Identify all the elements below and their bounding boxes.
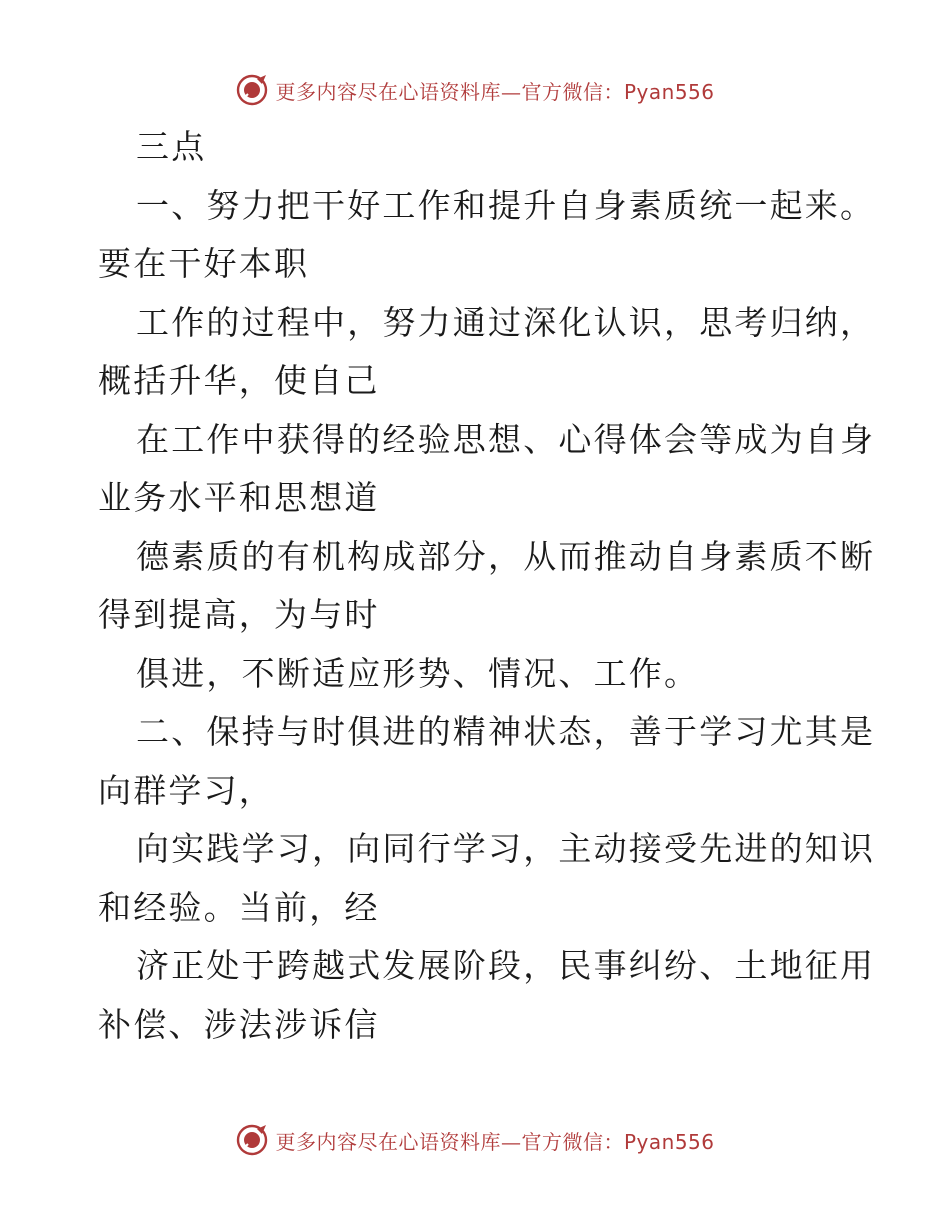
- footer-banner: [0, 1120, 950, 1160]
- footer-banner-text: [275, 1126, 714, 1155]
- body-line: 向实践学习，向同行学习，主动接受先进的知识: [136, 829, 876, 868]
- body-line: 俱进，不断适应形势、情况、工作。: [136, 653, 700, 693]
- header-banner-wechat-id: Pyan556: [623, 79, 715, 104]
- header-banner-cn: 更多内容尽在心语资料库—官方微信：: [275, 79, 624, 104]
- body-line: 济正处于跨越式发展阶段，民事纠纷、土地征用: [136, 946, 876, 985]
- footer-banner-wechat-id: Pyan556: [623, 1129, 715, 1154]
- body-line: 得到提高，为与时: [98, 595, 380, 634]
- body-line: 一、努力把干好工作和提升自身素质统一起来。: [136, 185, 876, 225]
- body-line: 二、保持与时俱进的精神状态，善于学习尤其是: [136, 712, 876, 751]
- body-line: 概括升华，使自己: [98, 361, 380, 400]
- document-body: [98, 118, 876, 1054]
- body-line: 和经验。当前，经: [98, 887, 380, 927]
- body-line: 要在干好本职: [98, 244, 310, 283]
- footer-banner-cn: 更多内容尽在心语资料库—官方微信：: [275, 1129, 624, 1154]
- body-line: 三点: [136, 127, 207, 166]
- body-line: 德素质的有机构成部分，从而推动自身素质不断: [136, 536, 876, 576]
- body-line: 向群学习，: [98, 770, 274, 810]
- pen-nib-logo-icon: [235, 73, 269, 107]
- body-line: 在工作中获得的经验思想、心得体会等成为自身: [136, 419, 876, 459]
- body-line: 工作的过程中，努力通过深化认识，思考归纳，: [136, 302, 876, 342]
- body-line: 业务水平和思想道: [98, 478, 380, 517]
- header-banner: [0, 70, 950, 110]
- body-line: 补偿、涉法涉诉信: [98, 1004, 380, 1044]
- header-banner-text: [275, 76, 714, 105]
- pen-nib-logo-icon: [235, 1123, 269, 1157]
